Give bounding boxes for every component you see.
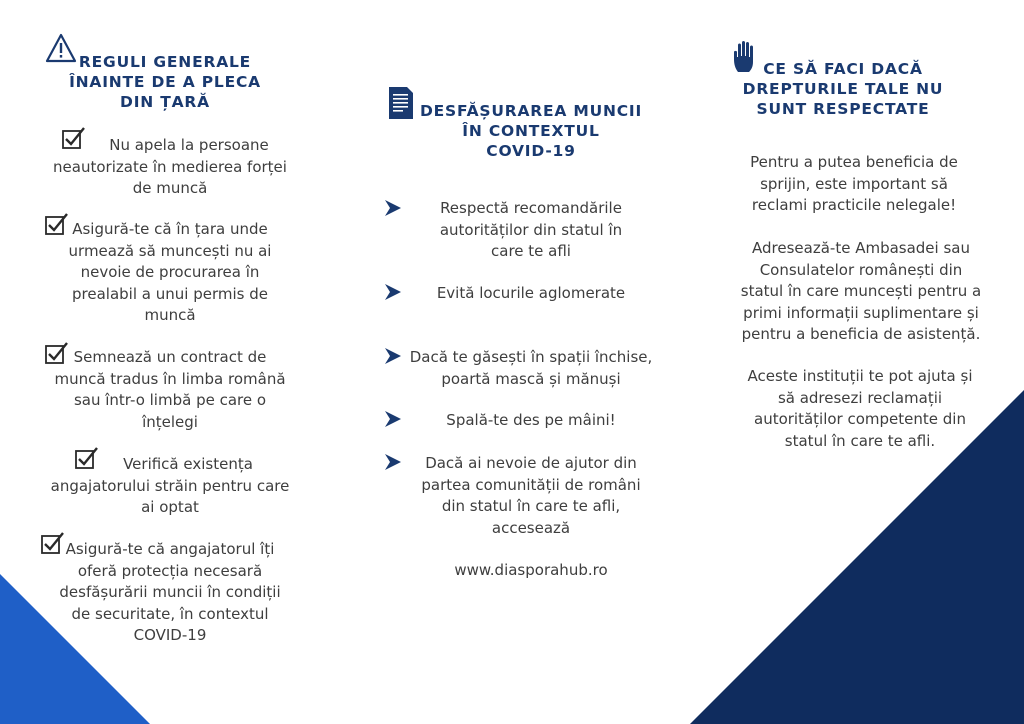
heading-line: REGULI GENERALE <box>78 53 252 71</box>
heading-work-covid <box>418 101 644 161</box>
covid-item: Spală-te des pe mâini! <box>446 411 616 429</box>
rule-item: Semnează un contract de muncă tradus în limba română sau într-o limbă pe care o înțelegi <box>54 348 286 431</box>
arrow-bullet-icon <box>384 199 402 217</box>
rights-paragraph: Pentru a putea beneficia de sprijin, este important să reclami practicile nelegale! <box>750 153 958 214</box>
heading-line: CE SĂ FACI DACĂ <box>763 60 923 78</box>
heading-line: ÎN CONTEXTUL <box>462 122 600 140</box>
rule-item: Asigură-te că în țara unde urmează să muncești nu ai nevoie de procurarea în prealabil a unui permis de muncă <box>68 220 272 324</box>
heading-general-rules <box>60 52 270 112</box>
heading-line: DESFĂȘURAREA MUNCII <box>419 102 643 120</box>
arrow-bullet-icon <box>384 453 402 471</box>
rule-item: Nu apela la persoane neautorizate în medierea forței de muncă <box>53 136 287 197</box>
rule-item: Verifică existența angajatorului străin pentru care ai optat <box>50 455 290 516</box>
document-icon <box>389 87 413 119</box>
heading-line: COVID-19 <box>486 142 576 160</box>
covid-item: Respectă recomandările autorităților din statul în care te afli <box>439 199 623 260</box>
rights-paragraph: Aceste instituții te pot ajuta și să adresezi reclamații autorităților competente din statul în care te afli. <box>747 367 973 450</box>
heading-rights <box>740 59 946 119</box>
heading-line: ÎNAINTE DE A PLECA <box>69 73 261 91</box>
arrow-bullet-icon <box>384 410 402 428</box>
covid-item: Dacă ai nevoie de ajutor din partea comunității de români din statul în care te afli, accesează <box>421 454 641 537</box>
arrow-bullet-icon <box>384 347 402 365</box>
rule-item: Asigură-te că angajatorul îți oferă protecția necesară desfășurării muncii în condiții de securitate, în contextul COVID-19 <box>59 540 281 644</box>
heading-line: DIN ȚARĂ <box>120 93 210 111</box>
website-link[interactable]: www.diasporahub.ro <box>454 561 608 579</box>
rights-paragraph: Adresează-te Ambasadei sau Consulatelor românești din statul în care muncești pentru a primi informații suplimentare și pentru a beneficia de asistență. <box>740 239 982 343</box>
covid-item: Dacă te găsești în spații închise, poartă mască și mănuși <box>409 348 653 388</box>
heading-line: DREPTURILE TALE NU <box>742 80 944 98</box>
heading-line: SUNT RESPECTATE <box>756 100 930 118</box>
covid-item: Evită locurile aglomerate <box>436 284 626 302</box>
arrow-bullet-icon <box>384 283 402 301</box>
